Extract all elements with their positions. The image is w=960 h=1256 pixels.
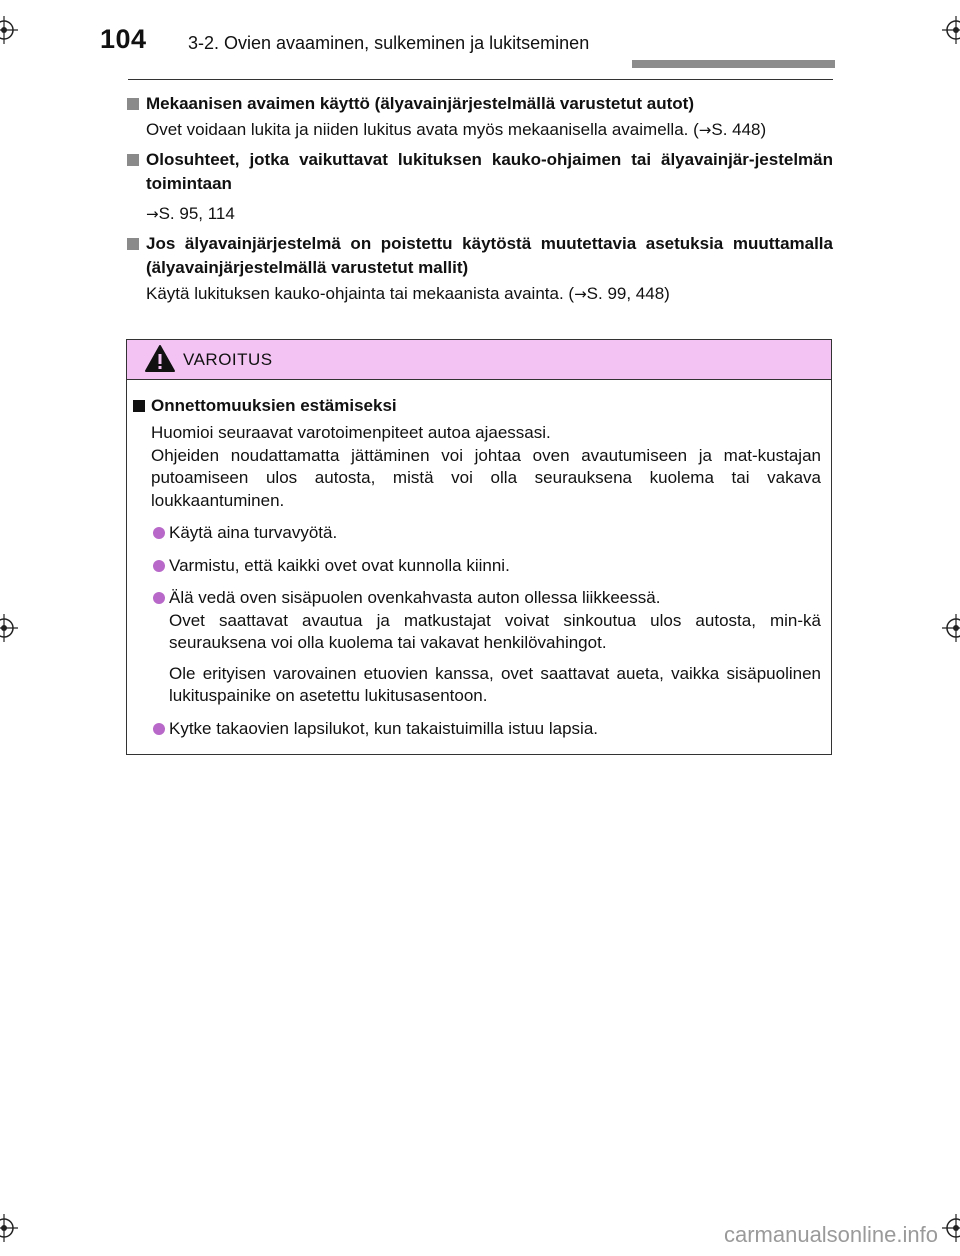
section-heading: Jos älyavainjärjestelmä on poistettu käytöstä muutettavia asetuksia muuttamalla (älyavainjärjestelmällä varustetut mallit): [126, 232, 833, 280]
square-marker-icon: [127, 154, 139, 166]
list-item: Varmistu, että kaikki ovet ovat kunnolla kiinni.: [131, 555, 821, 578]
section-body: Käytä lukituksen kauko-ohjainta tai mekaanista avainta. (→S. 99, 448): [146, 284, 670, 303]
chapter-title: 3-2. Ovien avaaminen, sulkeminen ja lukitseminen: [188, 33, 590, 53]
warning-triangle-icon: [144, 344, 176, 374]
section-heading: Olosuhteet, jotka vaikuttavat lukituksen kauko-ohjaimen tai älyavainjär-jestelmän toimintaan: [126, 148, 833, 196]
registration-mark-icon: [942, 1214, 960, 1242]
registration-mark-icon: [942, 614, 960, 642]
warning-body: [127, 380, 831, 740]
header-rule: [128, 79, 833, 80]
section-mechanical-key: [126, 92, 833, 142]
arrow-right-icon: →: [574, 285, 587, 303]
arrow-right-icon: →: [698, 121, 712, 139]
bullet-dot-icon: [153, 560, 165, 572]
warning-intro: Huomioi seuraavat varotoimenpiteet autoa ajaessasi. Ohjeiden noudattamatta jättäminen voi johtaa oven avautumiseen ja mat-kustajan putoamiseen ulos autosta, mistä voi olla seurauksena kuolema tai vakava loukkaantuminen.: [151, 423, 821, 510]
page-reference[interactable]: S. 99, 448): [586, 284, 670, 303]
page-header: [100, 24, 835, 58]
main-content: [126, 92, 833, 312]
arrow-right-icon: →: [146, 205, 159, 223]
bullet-dot-icon: [153, 592, 165, 604]
header-bar: [632, 60, 835, 68]
registration-mark-icon: [942, 16, 960, 44]
page-reference[interactable]: S. 95, 114: [158, 204, 235, 223]
registration-mark-icon: [0, 16, 18, 44]
section-heading: Mekaanisen avaimen käyttö (älyavainjärjestelmällä varustetut autot): [126, 92, 833, 116]
list-item: Älä vedä oven sisäpuolen ovenkahvasta auton ollessa liikkeessä. Ovet saattavat avautua ja matkustajat voivat sinkoutua ulos autosta, min-kä seurauksena voi olla kuolema tai vakavat henkilövahingot.: [131, 587, 821, 655]
section-conditions: [126, 148, 833, 226]
watermark-text: carmanualsonline.info: [723, 1222, 938, 1247]
list-item: Kytke takaovien lapsilukot, kun takaistuimilla istuu lapsia.: [131, 718, 821, 741]
warning-header: [127, 340, 831, 380]
square-marker-icon: [127, 238, 139, 250]
warning-sub-paragraph: Ole erityisen varovainen etuovien kanssa, ovet saattavat aueta, vaikka sisäpuolinen lukituspainike on asetettu lukitusasentoon.: [169, 663, 821, 705]
registration-mark-icon: [0, 614, 18, 642]
section-body: [126, 202, 833, 226]
bullet-dot-icon: [153, 527, 165, 539]
warning-box: [126, 339, 832, 755]
warning-heading: Onnettomuuksien estämiseksi: [131, 394, 821, 418]
warning-title: VAROITUS: [183, 350, 273, 369]
list-item: Käytä aina turvavyötä.: [131, 522, 821, 545]
square-marker-icon: [133, 400, 145, 412]
page-reference[interactable]: S. 448): [711, 120, 767, 139]
registration-mark-icon: [0, 1214, 18, 1242]
square-marker-icon: [127, 98, 139, 110]
page-number: 104: [100, 24, 147, 54]
section-disabled-smart-key: [126, 232, 833, 306]
bullet-dot-icon: [153, 723, 165, 735]
section-body: Ovet voidaan lukita ja niiden lukitus avata myös mekaanisella avaimella. (→S. 448): [146, 120, 767, 139]
